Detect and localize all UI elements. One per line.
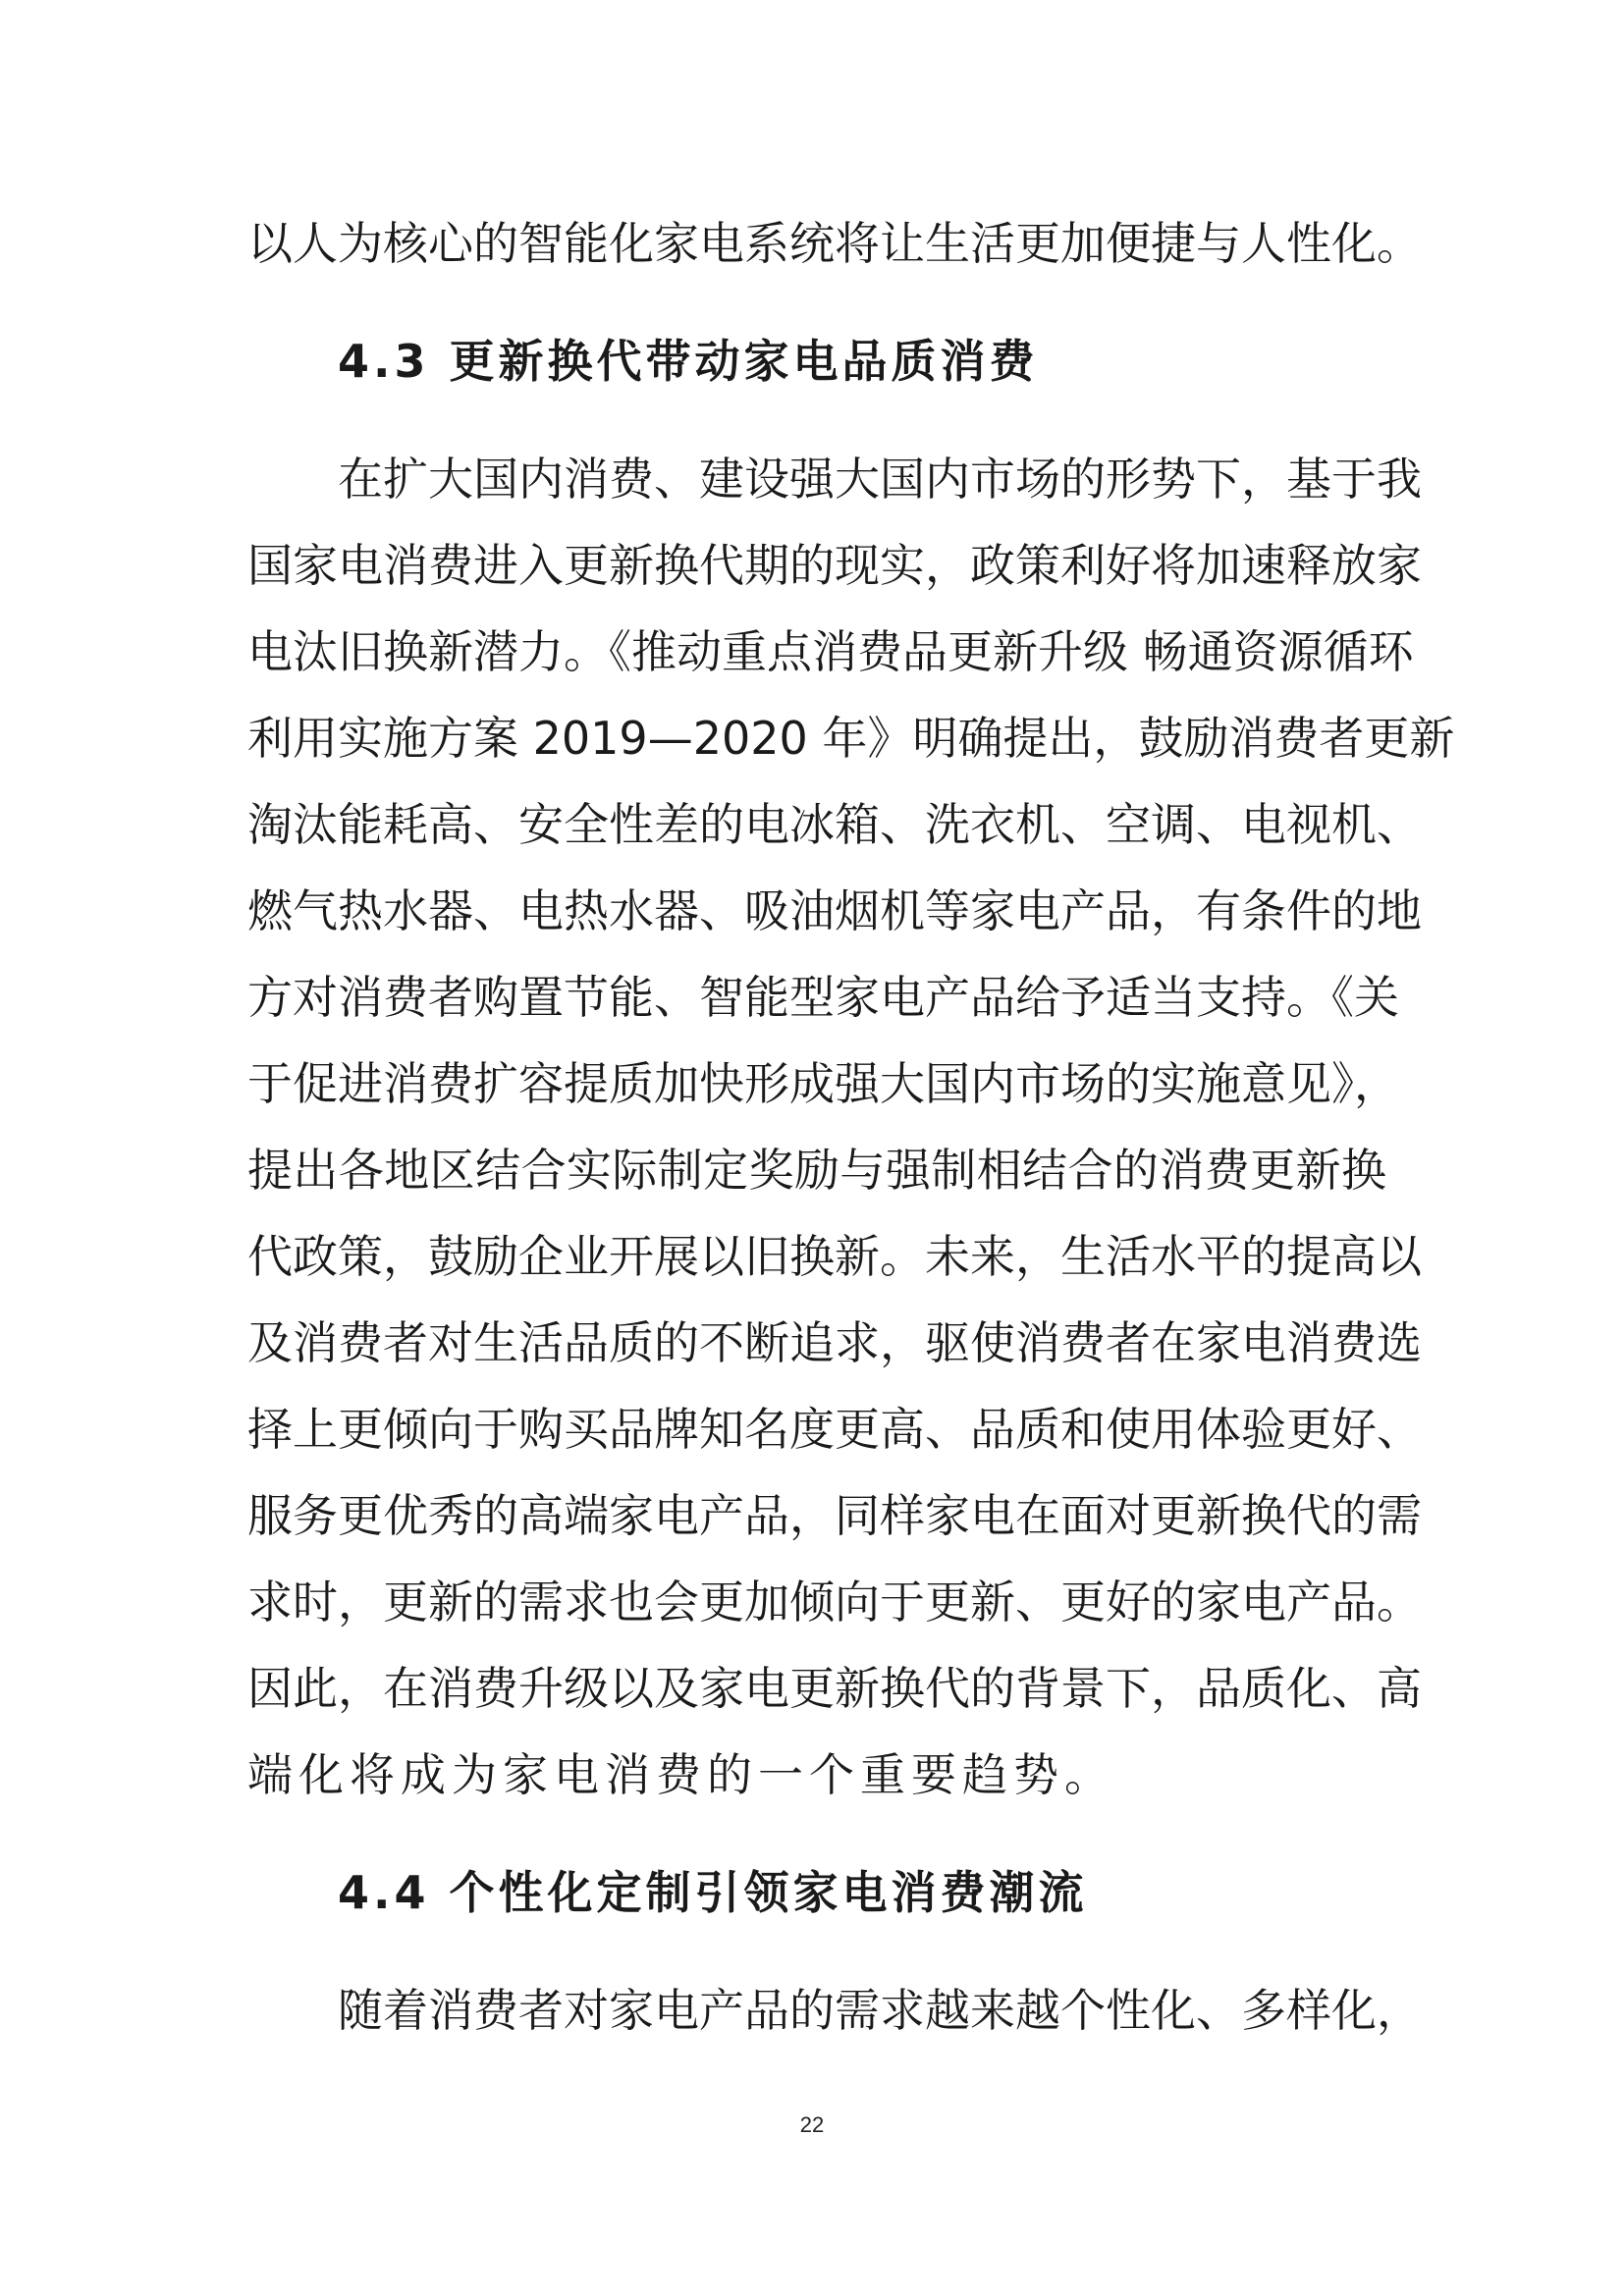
paragraph-line: 国家电消费进入更新换代期的现实，政策利好将加速释放家 <box>247 539 1422 592</box>
paragraph-line: 随着消费者对家电产品的需求越来越个性化、多样化， <box>338 1984 1422 2037</box>
paragraph-line: 端化将成为家电消费的一个重要趋势。 <box>247 1748 1115 1801</box>
paragraph-line: 方对消费者购置节能、智能型家电产品给予适当支持。《关 <box>247 971 1399 1024</box>
paragraph-line: 以人为核心的智能化家电系统将让生活更加便捷与人性化。 <box>247 217 1422 270</box>
paragraph-line: 及消费者对生活品质的不断追求，驱使消费者在家电消费选 <box>247 1316 1422 1369</box>
paragraph-line: 燃气热水器、电热水器、吸油烟机等家电产品，有条件的地 <box>247 884 1422 937</box>
paragraph-line: 提出各地区结合实际制定奖励与强制相结合的消费更新换 <box>247 1144 1386 1197</box>
section-heading-4-3: 4.3 更新换代带动家电品质消费 <box>338 335 1039 388</box>
paragraph-line: 服务更优秀的高端家电产品，同样家电在面对更新换代的需 <box>247 1489 1422 1542</box>
paragraph-line: 择上更倾向于购买品牌知名度更高、品质和使用体验更好、 <box>247 1403 1422 1456</box>
page-number: 22 <box>799 2112 825 2137</box>
paragraph-line: 求时，更新的需求也会更加倾向于更新、更好的家电产品。 <box>247 1575 1422 1629</box>
paragraph-line: 在扩大国内消费、建设强大国内市场的形势下，基于我 <box>338 453 1422 506</box>
paragraph-line: 利用实施方案 2019—2020 年》明确提出，鼓励消费者更新 <box>247 712 1455 765</box>
paragraph-line: 于促进消费扩容提质加快形成强大国内市场的实施意见》， <box>247 1057 1399 1110</box>
section-heading-4-4: 4.4 个性化定制引领家电消费潮流 <box>338 1866 1088 1919</box>
paragraph-line: 代政策，鼓励企业开展以旧换新。未来，生活水平的提高以 <box>247 1230 1422 1283</box>
paragraph-line: 淘汰能耗高、安全性差的电冰箱、洗衣机、空调、电视机、 <box>247 798 1422 851</box>
paragraph-line: 电汰旧换新潜力。《推动重点消费品更新升级 畅通资源循环 <box>247 625 1414 678</box>
paragraph-line: 因此，在消费升级以及家电更新换代的背景下，品质化、高 <box>247 1662 1422 1715</box>
